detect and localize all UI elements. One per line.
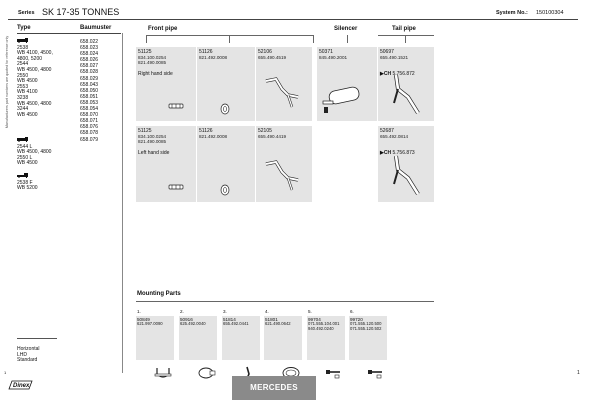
svg-text:Dinex: Dinex [13,383,30,390]
part-number: 52106 [258,49,272,55]
part-number: 99720 [350,317,363,322]
oem-ref: 621.490.0642 [265,321,291,326]
mounting-index: 3. [223,309,227,314]
type-lines [17,181,38,192]
legend-divider [17,338,57,339]
chassis-marker: ▶CH [380,71,392,77]
oem-ref: 834.100.0254 [138,55,167,60]
part-number: 50697 [380,49,394,55]
baumuster-item: 658.024 [80,51,99,58]
baumuster-item: 658.051 [80,93,99,100]
baumuster-item: 658.071 [80,118,99,125]
type-line: WB 4500, 4800 [17,149,52,156]
side-disclaimer: Manufacturers part numbers are quoted for reference only [5,35,9,129]
oem-ref: 821.490.0085 [138,60,167,65]
table-header-divider [17,33,121,34]
type-line: 2538 [17,44,29,51]
brand-name: MERCEDES [250,383,298,392]
header-divider [8,19,578,20]
oem-references [199,55,227,60]
type-line: WB 4500 [17,160,38,167]
part-number: 52105 [258,128,272,134]
mounting-part-card [349,316,387,360]
section-tail-pipe: Tail pipe [392,26,416,32]
baumuster-item: 658.050 [80,87,99,94]
part-card [136,126,196,202]
part-number: 51126 [199,128,213,134]
part-card [317,47,377,121]
baumuster-item: 658.026 [80,57,99,64]
type-line: 2538 F [17,179,33,186]
type-line: 3238 [17,94,29,101]
baumuster-item: 658.076 [80,124,99,131]
legend-item: Horizontal [17,346,40,352]
page-number: 1 [577,370,580,376]
oem-ref: 655.490.4419 [258,134,287,139]
oem-references [137,322,163,327]
oem-references [380,55,408,60]
type-line: 2544 [17,61,29,68]
type-group-3 [17,173,38,192]
baumuster-item: 658.023 [80,45,99,52]
section-front-pipe: Front pipe [148,26,178,32]
dinex-logo [8,378,34,390]
type-line: 2550 [17,72,29,79]
oem-ref: 655.490.1521 [380,55,409,60]
part-number: 51814 [223,317,236,322]
type-line: WB 4100, 4500, [17,50,53,57]
page-marker-left: 1 [4,370,7,375]
part-number: 51126 [199,49,213,55]
chassis-marker: ▶CH [380,150,392,156]
part-note: Left hand side [138,150,170,156]
page-header [8,6,576,20]
oem-ref: 845.490.2001 [319,55,348,60]
oem-references [223,322,249,327]
type-line: WB 4500 [17,111,38,118]
oem-ref: 621.997.0090 [137,321,163,326]
baumuster-item: 658.028 [80,69,99,76]
oem-ref: 655.490.4519 [258,55,287,60]
system-value: 150100304 [536,10,564,16]
type-group-2 [17,137,51,167]
type-line: 2544 L [17,143,33,150]
oem-ref: 071.555.120.502 [350,325,382,331]
oem-references [138,55,166,65]
oem-references [258,55,286,60]
chassis-number: 5.756.872 [391,71,415,77]
part-number: 50916 [180,317,193,322]
type-line: 2550 L [17,154,33,161]
oem-references [180,322,206,327]
mounting-index: 1. [137,309,141,314]
part-number: 50849 [137,317,150,322]
mounting-part-card [264,316,302,360]
type-line: WB 4500 [17,78,38,85]
oem-ref: 071.555.104.001 [308,321,340,326]
type-line: WB 4500, 4800 [17,100,52,107]
type-line: WB 4500, 4800 [17,66,52,73]
oem-references [350,322,381,331]
rule-tick [313,35,314,43]
part-card [378,47,434,121]
part-number: 51125 [138,49,152,55]
table-column-divider [122,33,123,373]
oem-ref: 834.100.0254 [138,134,167,139]
baumuster-item: 658.027 [80,63,99,70]
part-number: 51125 [138,128,152,134]
oem-references [138,134,166,144]
legend [17,347,40,364]
oem-ref: 821.492.0008 [199,134,228,139]
type-line: 4800, 5200 [17,55,43,62]
baumuster-item: 658.022 [80,39,99,45]
baumuster-item: 658.054 [80,106,99,113]
type-line: WB 5200 [17,185,38,192]
mounting-part-card [179,316,217,360]
part-number: 52687 [380,128,394,134]
type-lines [17,145,51,167]
part-number: 99704 [308,317,321,322]
baumuster-item: 658.053 [80,99,99,106]
rule-tick [347,35,348,43]
baumuster-item: 658.079 [80,136,99,143]
type-line: 3244 [17,106,29,113]
column-header-type: Type [17,25,31,31]
part-number: 51801 [265,317,278,322]
type-line: WB 4100 [17,89,38,96]
rule-tick [405,35,406,43]
chassis-number: 5.756.873 [391,150,415,156]
oem-references [265,322,291,327]
type-lines [17,46,53,119]
rule-tick [229,35,230,43]
rule-tick [146,35,147,43]
mounting-rule [136,301,434,302]
baumuster-list [80,39,98,143]
oem-ref: 821.492.0008 [199,55,228,60]
oem-ref: 655.492.0814 [380,134,409,139]
oem-references [380,134,408,139]
oem-references [258,134,286,139]
mounting-part-card [307,316,345,360]
oem-references [319,55,347,60]
mounting-index: 4. [265,309,269,314]
oem-ref: 940.492.0240 [308,325,334,331]
front-pipe-rule [146,35,314,36]
mounting-index: 5. [308,309,312,314]
part-card [197,47,255,121]
tail-pipe-rule [378,35,434,36]
part-card [197,126,255,202]
part-note: Right hand side [138,71,173,77]
legend-item: LHD [17,351,28,358]
mounting-part-card [222,316,260,360]
oem-references [199,134,227,139]
series-value: SK 17-35 TONNES [42,7,120,17]
oem-ref: 655.492.0441 [223,321,249,326]
mounting-index: 2. [180,309,184,314]
system-label: System No.: [496,10,528,16]
mounting-index: 6. [350,309,354,314]
part-card [256,126,312,202]
baumuster-item: 658.070 [80,112,99,119]
oem-ref: 071.555.120.500 [350,321,382,326]
oem-references [308,322,339,331]
section-mounting-parts: Mounting Parts [137,291,181,297]
column-header-baumuster: Baumuster [80,25,112,31]
part-card [378,126,434,202]
baumuster-item: 658.078 [80,130,99,137]
type-group-1 [17,38,53,118]
oem-ref: 821.490.0085 [138,139,167,144]
part-number: 50371 [319,49,333,55]
part-card [256,47,312,121]
section-silencer: Silencer [334,26,358,32]
legend-item: Standard [17,357,38,364]
mounting-part-card [136,316,174,360]
series-label: Series [18,10,35,16]
oem-ref: 625.492.0040 [180,321,206,326]
part-card [136,47,196,121]
type-line: 2553 [17,83,29,90]
baumuster-item: 658.043 [80,81,99,88]
baumuster-item: 658.029 [80,75,99,82]
